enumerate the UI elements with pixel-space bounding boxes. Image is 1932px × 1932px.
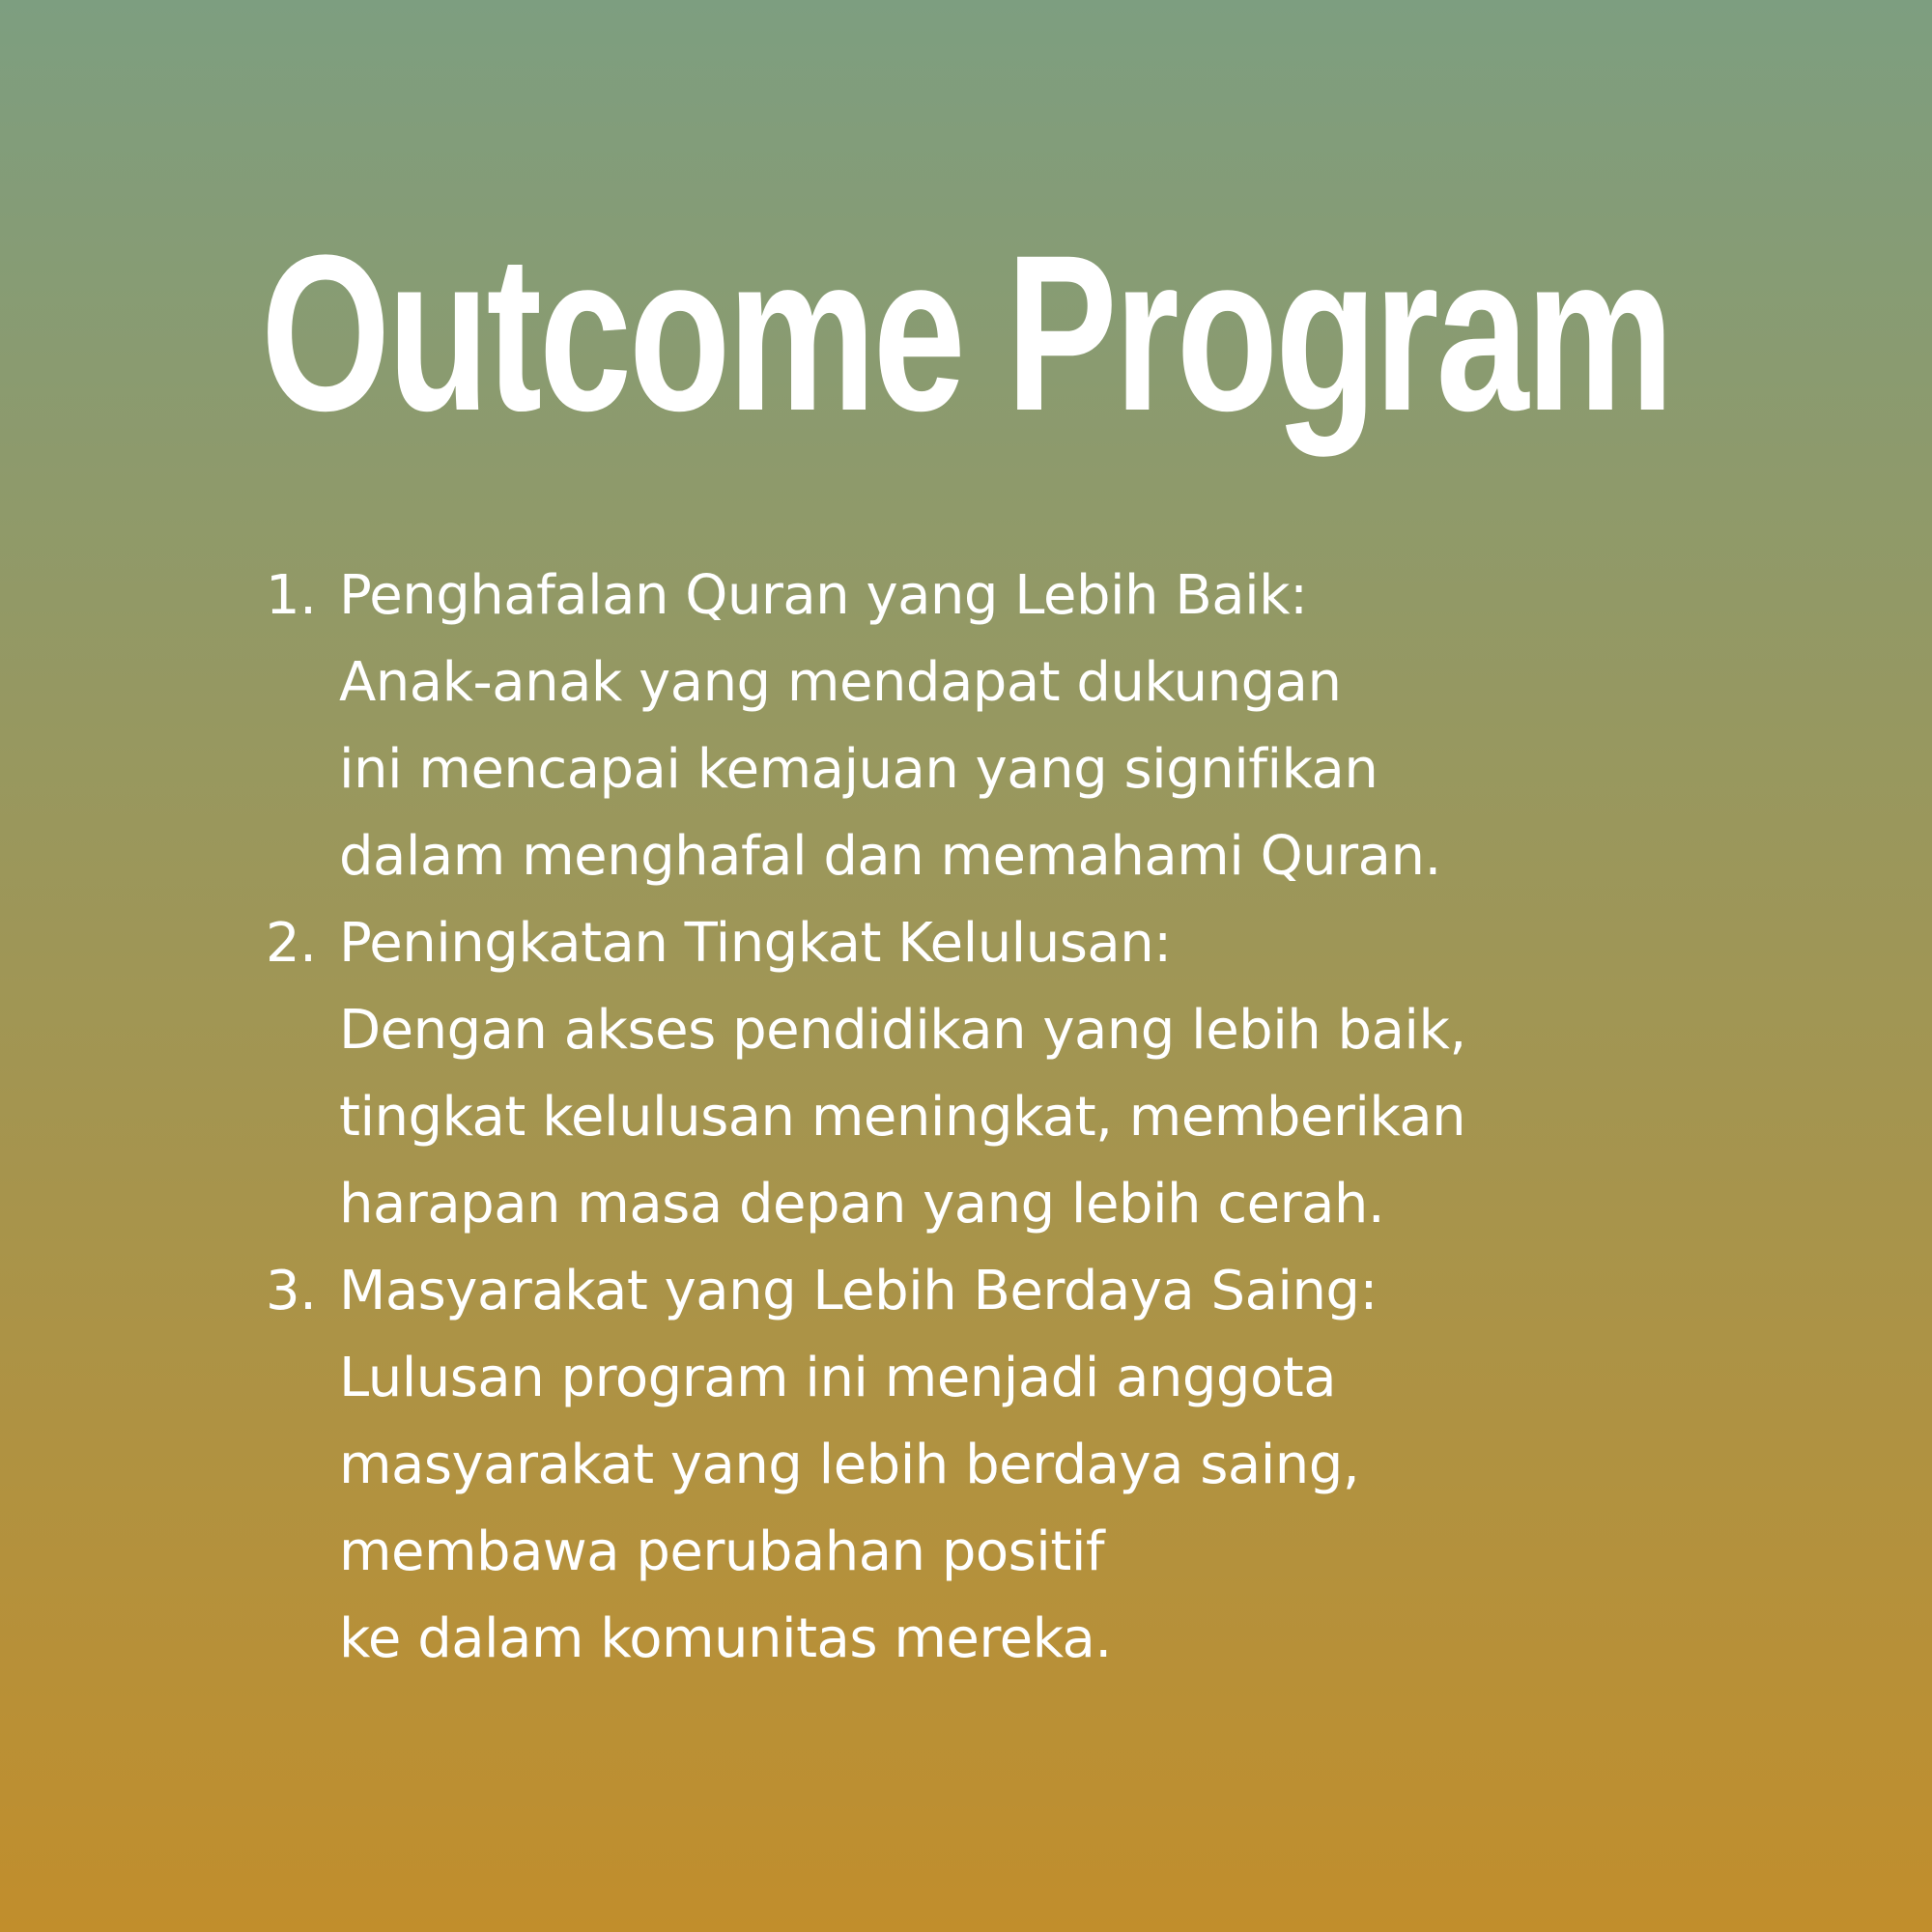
item-text-line: membawa perubahan positif	[339, 1520, 1105, 1583]
item-text-line: Anak-anak yang mendapat dukungan	[339, 651, 1342, 714]
item-text-line: harapan masa depan yang lebih cerah.	[339, 1173, 1385, 1236]
outcome-item-1	[266, 553, 1466, 900]
item-text-line: dalam menghafal dan memahami Quran.	[339, 825, 1441, 888]
item-text-line: tingkat kelulusan meningkat, memberikan	[339, 1086, 1466, 1149]
item-text-line: ini mencapai kemajuan yang signifikan	[339, 738, 1378, 801]
item-heading: Masyarakat yang Lebih Berdaya Saing:	[339, 1260, 1378, 1322]
item-text-line: Dengan akses pendidikan yang lebih baik,	[339, 999, 1466, 1062]
page-title: Outcome Program	[261, 209, 1671, 457]
item-number: 3.	[266, 1260, 317, 1322]
item-text-line: Lulusan program ini menjadi anggota	[339, 1347, 1337, 1409]
outcome-item-2	[266, 900, 1466, 1248]
item-text-line: masyarakat yang lebih berdaya saing,	[339, 1434, 1360, 1496]
item-number: 2.	[266, 912, 317, 975]
item-heading: Peningkatan Tingkat Kelulusan:	[339, 912, 1172, 975]
item-text-line: ke dalam komunitas mereka.	[339, 1607, 1112, 1670]
item-heading: Penghafalan Quran yang Lebih Baik:	[339, 564, 1308, 627]
item-number: 1.	[266, 564, 317, 627]
outcome-item-3	[266, 1248, 1466, 1683]
outcome-list	[266, 553, 1466, 1683]
